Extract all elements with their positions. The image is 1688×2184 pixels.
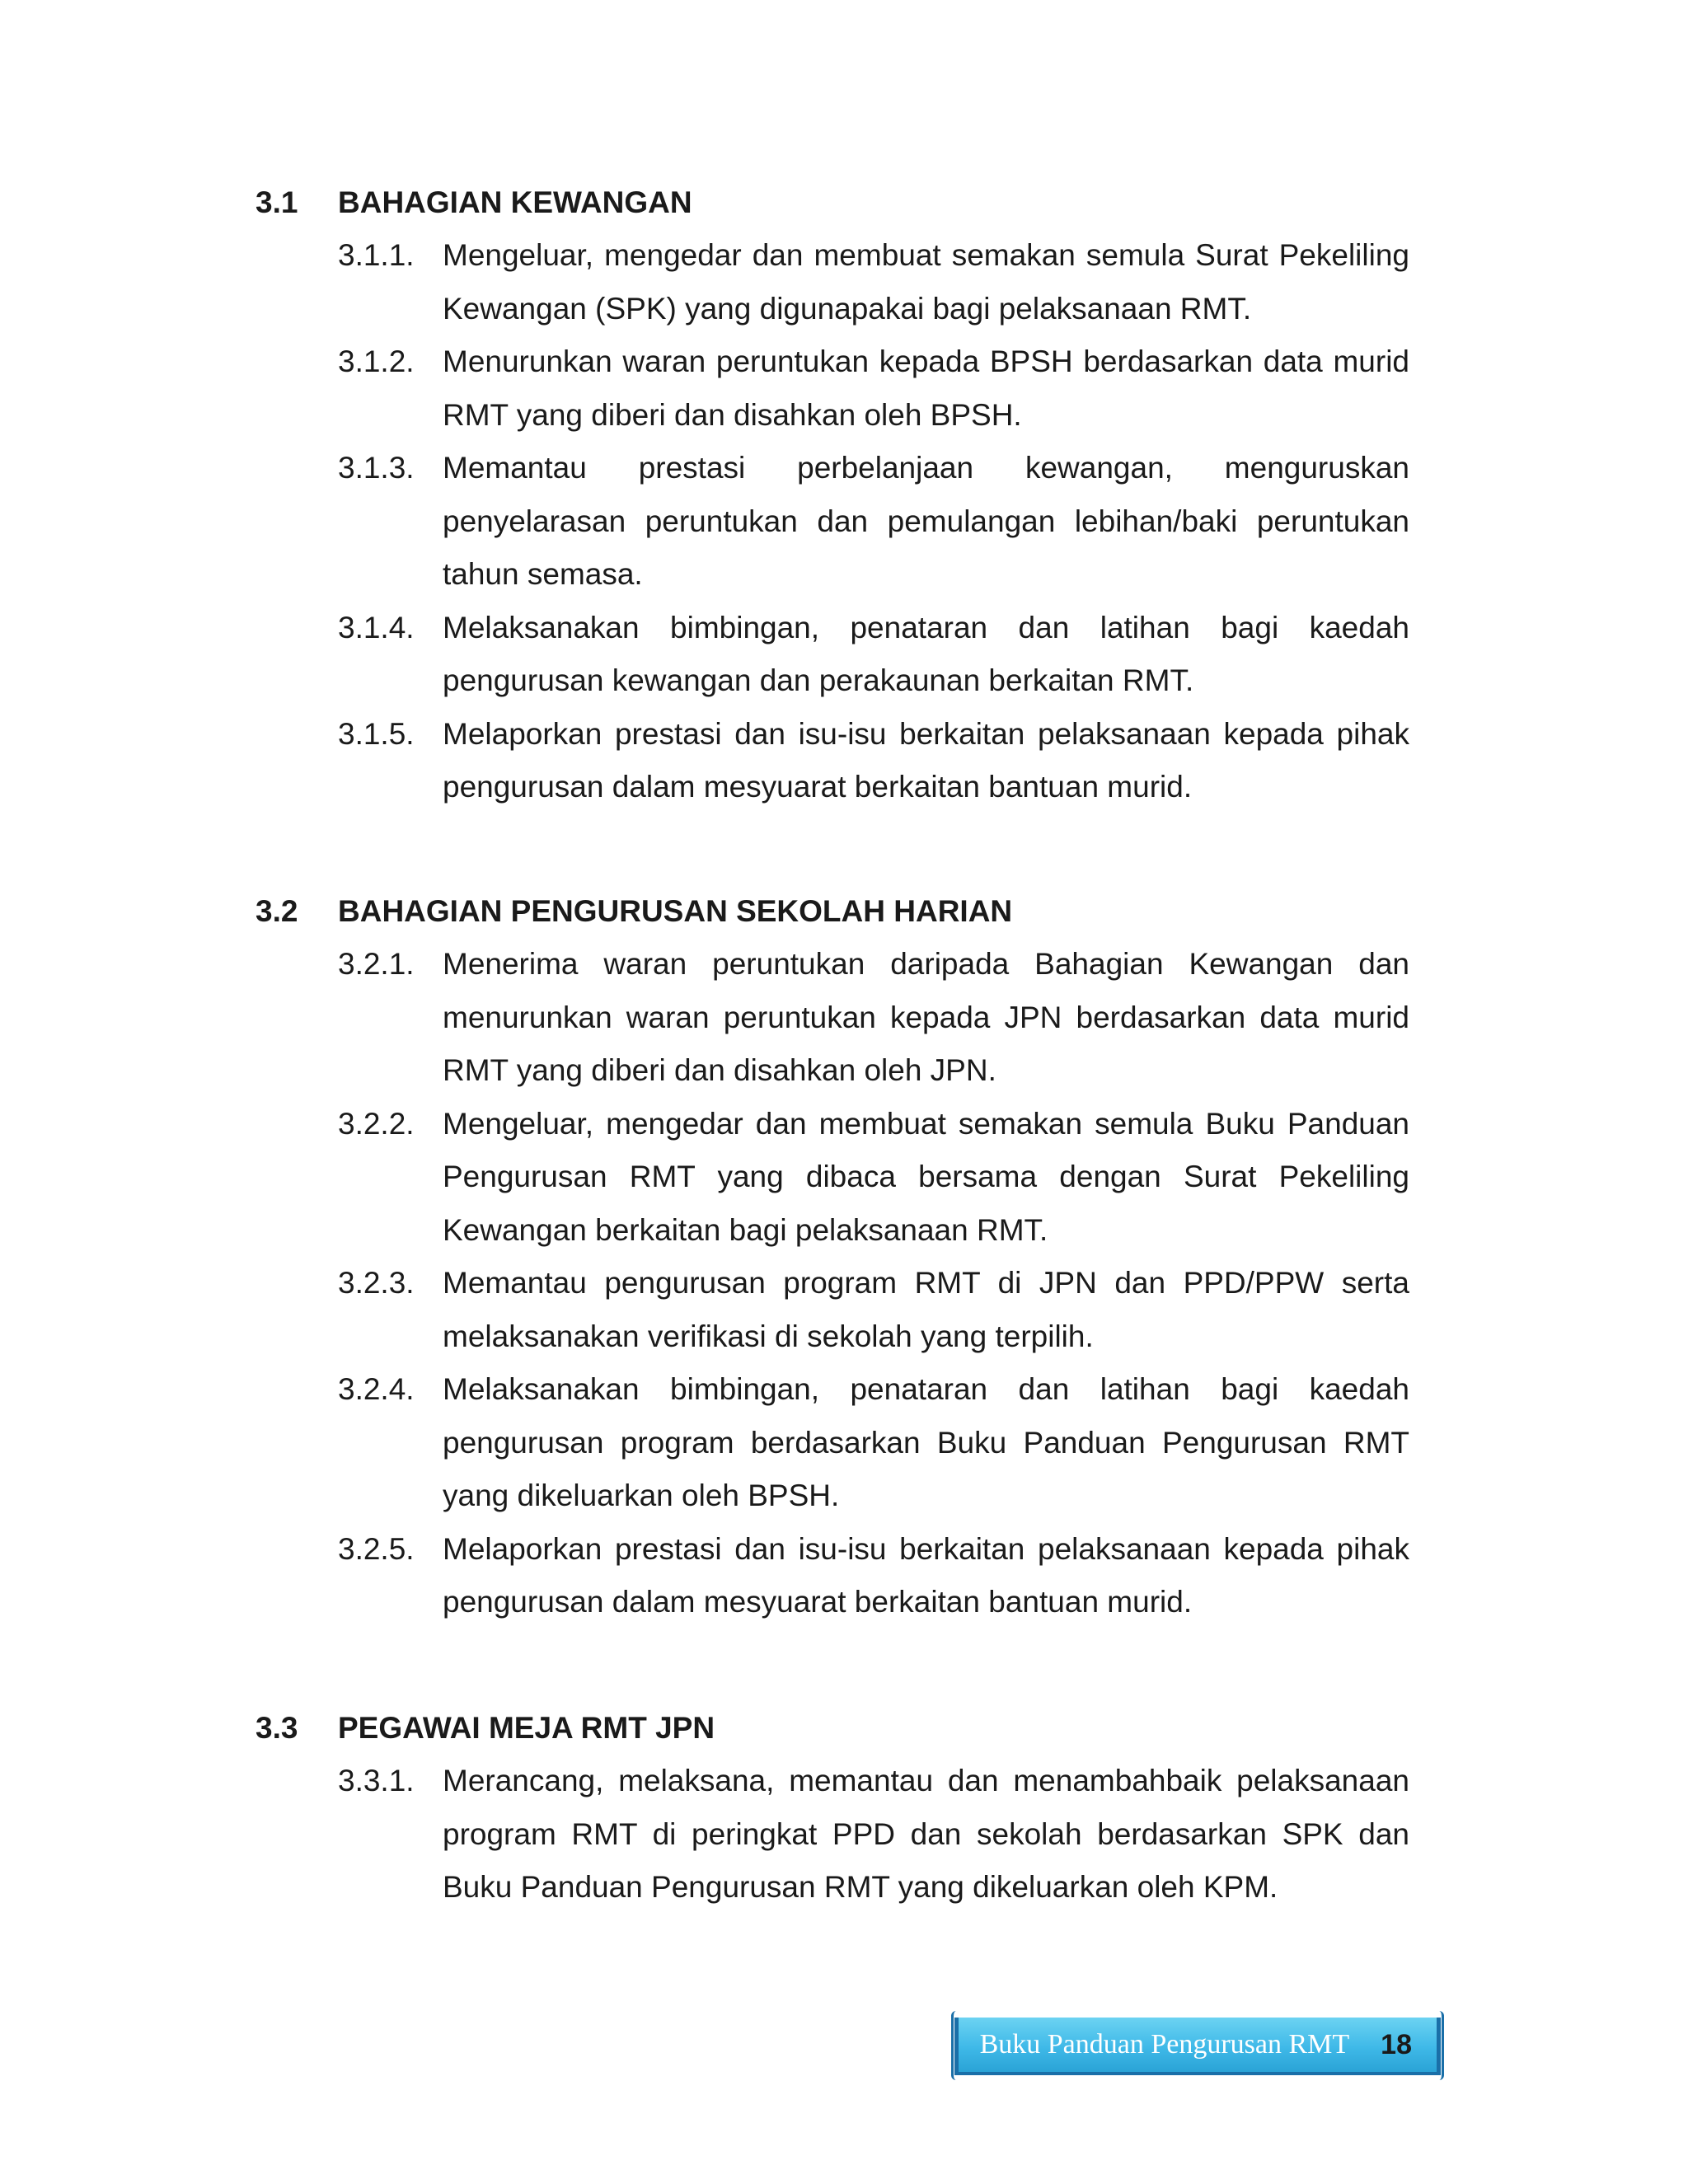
footer-banner xyxy=(954,2018,1441,2075)
item-number: 3.1.3. xyxy=(338,451,415,485)
section-pegawai-meja-rmt-jpn xyxy=(256,1702,1409,1915)
list-item xyxy=(338,229,1409,335)
section-title: BAHAGIAN PENGURUSAN SEKOLAH HARIAN xyxy=(338,894,1013,928)
item-text: Mengeluar, mengedar dan membuat semakan semula Buku Panduan Pengurusan RMT yang dibaca bersama dengan Surat Pekeliling Kewangan berkaitan bagi pelaksanaan RMT. xyxy=(443,1106,1409,1247)
list-item xyxy=(338,335,1409,442)
section-bahagian-pengurusan-sekolah-harian xyxy=(256,885,1409,1629)
item-number: 3.1.4. xyxy=(338,610,415,644)
section-heading xyxy=(256,176,1409,229)
item-text: Melaksanakan bimbingan, penataran dan latihan bagi kaedah pengurusan kewangan dan perakaunan berkaitan RMT. xyxy=(443,610,1409,697)
item-text: Melaksanakan bimbingan, penataran dan latihan bagi kaedah pengurusan program berdasarkan Buku Panduan Pengurusan RMT yang dikeluarkan oleh BPSH. xyxy=(443,1372,1409,1512)
item-number: 3.3.1. xyxy=(338,1764,415,1797)
section-number: 3.1 xyxy=(256,185,298,219)
list-item xyxy=(338,1523,1409,1629)
section-bahagian-kewangan xyxy=(256,176,1409,814)
item-text: Menurunkan waran peruntukan kepada BPSH berdasarkan data murid RMT yang diberi dan disahkan oleh BPSH. xyxy=(443,344,1409,432)
section-heading xyxy=(256,1702,1409,1755)
item-text: Memantau pengurusan program RMT di JPN dan PPD/PPW serta melaksanakan verifikasi di sekolah yang terpilih. xyxy=(443,1266,1409,1353)
item-number: 3.2.4. xyxy=(338,1372,415,1406)
item-text: Merancang, melaksana, memantau dan menambahbaik pelaksanaan program RMT di peringkat PPD dan sekolah berdasarkan SPK dan Buku Panduan Pengurusan RMT yang dikeluarkan oleh KPM. xyxy=(443,1764,1409,1904)
item-number: 3.2.1. xyxy=(338,947,415,981)
item-text: Mengeluar, mengedar dan membuat semakan semula Surat Pekeliling Kewangan (SPK) yang digunapakai bagi pelaksanaan RMT. xyxy=(443,238,1409,326)
list-item xyxy=(338,602,1409,708)
list-item xyxy=(338,1257,1409,1363)
item-text: Melaporkan prestasi dan isu-isu berkaitan pelaksanaan kepada pihak pengurusan dalam mesyuarat berkaitan bantuan murid. xyxy=(443,1531,1409,1619)
item-text: Memantau prestasi perbelanjaan kewangan, menguruskan penyelarasan peruntukan dan pemulangan lebihan/baki peruntukan tahun semasa. xyxy=(443,451,1409,591)
list-item xyxy=(338,1755,1409,1915)
footer-title: Buku Panduan Pengurusan RMT xyxy=(979,2029,1350,2060)
item-number: 3.2.5. xyxy=(338,1531,415,1566)
item-number: 3.1.1. xyxy=(338,238,415,272)
list-item xyxy=(338,1363,1409,1523)
page-number: 18 xyxy=(1381,2028,1412,2060)
section-number: 3.2 xyxy=(256,894,298,928)
item-text: Melaporkan prestasi dan isu-isu berkaitan pelaksanaan kepada pihak pengurusan dalam mesyuarat berkaitan bantuan murid. xyxy=(443,716,1409,804)
item-text: Menerima waran peruntukan daripada Bahagian Kewangan dan menurunkan waran peruntukan kepada JPN berdasarkan data murid RMT yang diberi dan disahkan oleh JPN. xyxy=(443,947,1409,1087)
section-title: BAHAGIAN KEWANGAN xyxy=(338,185,692,219)
list-item xyxy=(338,1098,1409,1258)
section-heading xyxy=(256,885,1409,938)
section-title: PEGAWAI MEJA RMT JPN xyxy=(338,1711,715,1745)
item-number: 3.1.5. xyxy=(338,716,415,751)
item-number: 3.2.2. xyxy=(338,1106,415,1141)
list-item xyxy=(338,442,1409,602)
item-number: 3.2.3. xyxy=(338,1266,415,1300)
list-item xyxy=(338,938,1409,1098)
list-item xyxy=(338,708,1409,814)
section-number: 3.3 xyxy=(256,1711,298,1745)
item-number: 3.1.2. xyxy=(338,344,415,378)
